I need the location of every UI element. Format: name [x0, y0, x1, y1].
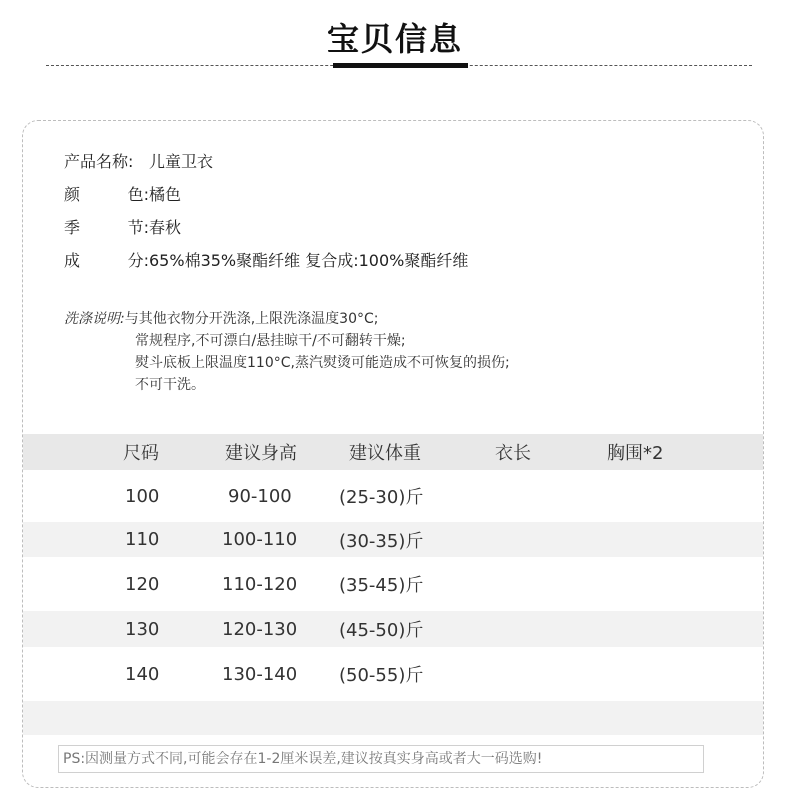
table-cell: 130	[125, 618, 160, 640]
wash-line	[64, 308, 510, 330]
info-label	[64, 218, 149, 251]
info-row-season	[64, 218, 468, 251]
wash-line: 不可干洗。	[135, 377, 205, 393]
table-header-cell: 胸围*2	[607, 443, 664, 464]
table-cell: 90-100	[228, 485, 292, 507]
size-table	[23, 434, 763, 735]
table-row	[23, 522, 763, 557]
table-cell: 110-120	[222, 573, 298, 595]
info-label	[64, 185, 149, 218]
info-value: 儿童卫衣	[149, 152, 214, 171]
wash-line: 常规程序,不可漂白/悬挂晾干/不可翻转干燥;	[135, 333, 406, 349]
measurement-note: PS:因测量方式不同,可能会存在1-2厘米误差,建议按真实身高或者大一码选购!	[58, 745, 704, 773]
info-label-part: 节:	[127, 218, 149, 237]
info-row-material	[64, 251, 468, 284]
table-empty-row	[23, 701, 763, 735]
wash-instructions	[64, 308, 510, 396]
title-underline-bar	[333, 63, 468, 68]
info-value: 65%棉35%聚酯纤维 复合成:100%聚酯纤维	[149, 251, 469, 270]
info-label	[64, 251, 149, 284]
table-header-row	[23, 434, 763, 470]
table-row	[23, 557, 763, 611]
table-cell: 120	[125, 573, 160, 595]
table-cell: (45-50)斤	[339, 620, 424, 641]
table-cell: 100-110	[222, 529, 298, 550]
info-label-part: 成	[64, 251, 81, 270]
table-header-cell: 衣长	[495, 443, 531, 464]
wash-line: 熨斗底板上限温度110°C,蒸汽熨烫可能造成不可恢复的损伤;	[135, 355, 510, 371]
table-header-cell: 尺码	[123, 443, 159, 464]
info-value: 春秋	[149, 218, 182, 237]
product-info	[64, 152, 468, 284]
page-title: 宝贝信息	[326, 20, 463, 58]
table-row	[23, 470, 763, 522]
table-cell: (25-30)斤	[339, 487, 424, 508]
table-cell: (30-35)斤	[339, 530, 424, 552]
info-label-part: 季	[64, 218, 81, 237]
table-cell: 140	[125, 663, 160, 685]
table-cell: (35-45)斤	[339, 575, 424, 596]
wash-label: 洗涤说明:	[64, 311, 125, 327]
title-section	[0, 0, 790, 80]
table-cell: 110	[125, 529, 160, 550]
info-row-color	[64, 185, 468, 218]
info-value: 橘色	[149, 185, 182, 204]
table-cell: 120-130	[222, 618, 298, 640]
table-row	[23, 647, 763, 701]
info-label-part: 色:	[127, 185, 149, 204]
table-header-cell: 建议身高	[225, 443, 297, 464]
info-label-part: 分:	[127, 251, 149, 270]
table-row	[23, 611, 763, 647]
info-label: 产品名称:	[64, 152, 134, 171]
table-header-cell: 建议体重	[349, 443, 421, 464]
table-cell: 130-140	[222, 663, 298, 685]
table-cell: (50-55)斤	[339, 665, 424, 686]
info-label-part: 颜	[64, 185, 81, 204]
info-row-name	[64, 152, 468, 185]
wash-text: 与其他衣物分开洗涤,上限洗涤温度30°C;	[124, 311, 379, 327]
table-cell: 100	[125, 485, 160, 507]
